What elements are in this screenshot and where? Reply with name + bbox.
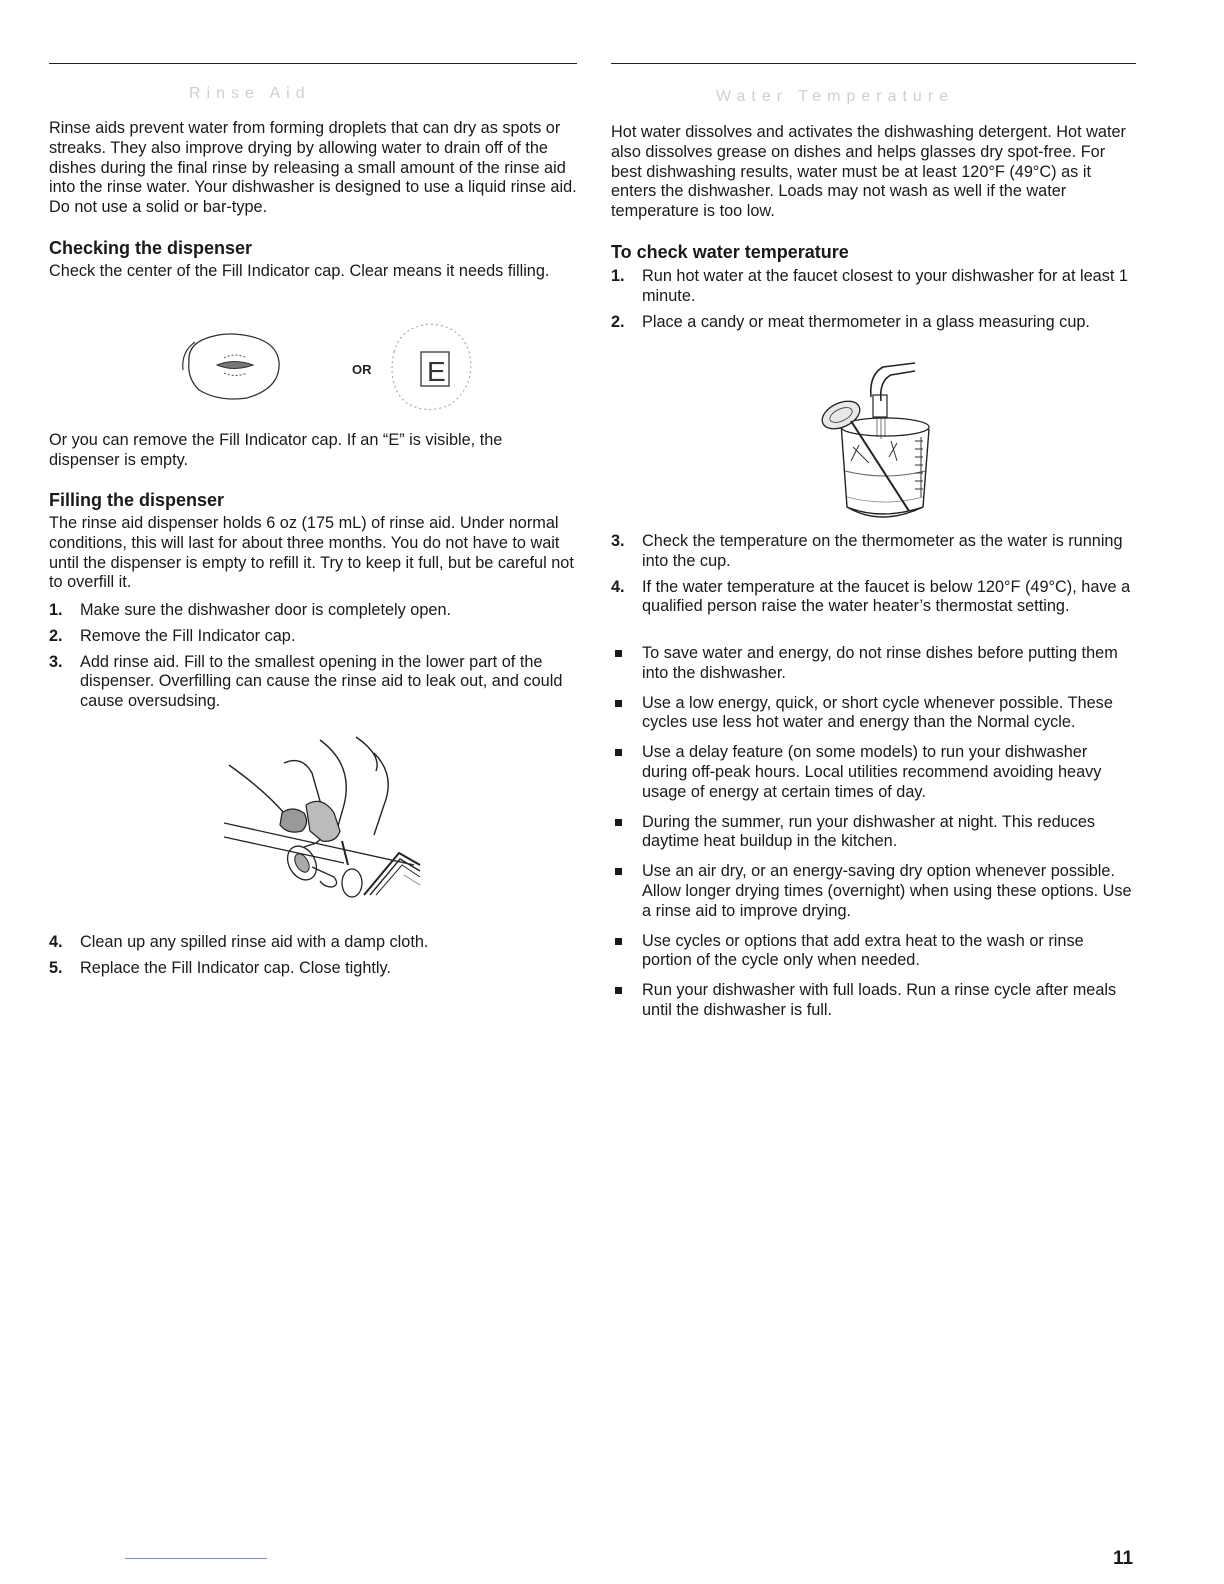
water-temperature-intro: Hot water dissolves and activates the dishwashing detergent. Hot water also dissolves grease on dishes and helps glasses dry spot-free. For best dishwashing results, water must be at least 120°F (49°C) as it enters the dishwasher. Loads may not wash as well if the water temperature is too low. bbox=[611, 123, 1126, 221]
filling-steps-list bbox=[49, 601, 577, 718]
check-temperature-heading: To check water temperature bbox=[611, 242, 849, 262]
list-item: Use a delay feature (on some models) to run your dishwasher during off-peak hours. Local utilities recommend avoiding heavy usage of energy at certain times of day. bbox=[611, 743, 1136, 802]
temperature-steps-list bbox=[611, 267, 1136, 338]
checking-text: Check the center of the Fill Indicator cap. Clear means it needs filling. bbox=[49, 262, 550, 280]
list-item: During the summer, run your dishwasher at night. This reduces daytime heat buildup in the kitchen. bbox=[611, 813, 1136, 853]
bullet-icon bbox=[615, 938, 622, 945]
right-header-rule bbox=[611, 63, 1136, 64]
list-item: 5. Replace the Fill Indicator cap. Close tightly. bbox=[49, 958, 391, 977]
list-item: 2. Place a candy or meat thermometer in a glass measuring cup. bbox=[611, 312, 1090, 331]
checking-heading: Checking the dispenser bbox=[49, 238, 253, 258]
list-item: Use an air dry, or an energy-saving dry option whenever possible. Allow longer drying times (overnight) when using these options. Use a rinse aid to improve drying. bbox=[611, 862, 1136, 921]
list-item: 3. Add rinse aid. Fill to the smallest opening in the lower part of the dispenser. Overfilling can cause the rinse aid to leak out, and could cause oversudsing. bbox=[49, 652, 563, 711]
fill-indicator-illustration bbox=[169, 312, 509, 420]
list-item: 3. Check the temperature on the thermometer as the water is running into the cup. bbox=[611, 532, 1123, 570]
right-faint-title: Water Temperature bbox=[716, 88, 955, 105]
energy-tips-list bbox=[611, 644, 1136, 1031]
footer-rule bbox=[125, 1558, 267, 1559]
filling-steps-list-continued bbox=[49, 933, 577, 985]
bullet-icon bbox=[615, 987, 622, 994]
bullet-icon bbox=[615, 700, 622, 707]
temperature-steps-list-continued bbox=[611, 532, 1136, 623]
page-number: 11 bbox=[1113, 1548, 1134, 1569]
thermometer-cup-illustration bbox=[811, 357, 941, 529]
left-header-rule bbox=[49, 63, 577, 64]
list-item: Run your dishwasher with full loads. Run a rinse cycle after meals until the dishwasher is full. bbox=[611, 981, 1136, 1021]
left-faint-title: Rinse Aid bbox=[189, 85, 311, 102]
list-item: 1. Make sure the dishwasher door is completely open. bbox=[49, 601, 452, 619]
list-item: Use a low energy, quick, or short cycle whenever possible. These cycles use less hot water and energy than the Normal cycle. bbox=[611, 694, 1136, 734]
remove-cap-text: Or you can remove the Fill Indicator cap. If an “E” is visible, the dispenser is empty. bbox=[49, 431, 503, 469]
bullet-icon bbox=[615, 650, 622, 657]
filling-text: The rinse aid dispenser holds 6 oz (175 mL) of rinse aid. Under normal conditions, this will last for about three months. You do not have to wait until the dispenser is empty to refill it. Try to keep it full, but be careful not to overfill it. bbox=[49, 514, 574, 592]
bullet-icon bbox=[615, 868, 622, 875]
bullet-icon bbox=[615, 749, 622, 756]
filling-heading: Filling the dispenser bbox=[49, 490, 225, 510]
list-item: 2. Remove the Fill Indicator cap. bbox=[49, 626, 296, 645]
rinse-aid-intro: Rinse aids prevent water from forming droplets that can dry as spots or streaks. They also improve drying by allowing water to drain off of the dishes during the final rinse by releasing a small amount of the rinse aid into the rinse water. Your dishwasher is designed to use a liquid rinse aid. Do not use a solid or bar-type. bbox=[49, 119, 577, 217]
e-label: E bbox=[427, 356, 446, 387]
empty-cap-icon bbox=[392, 324, 471, 410]
bullet-icon bbox=[615, 819, 622, 826]
list-item: To save water and energy, do not rinse dishes before putting them into the dishwasher. bbox=[611, 644, 1136, 684]
list-item: 1. Run hot water at the faucet closest to your dishwasher for at least 1 minute. bbox=[611, 267, 1128, 305]
list-item: 4. If the water temperature at the faucet is below 120°F (49°C), have a qualified person raise the water heater’s thermostat setting. bbox=[611, 577, 1131, 616]
pouring-rinse-aid-illustration bbox=[224, 735, 424, 900]
list-item: 4. Clean up any spilled rinse aid with a damp cloth. bbox=[49, 933, 429, 951]
list-item: Use cycles or options that add extra heat to the wash or rinse portion of the cycle only when needed. bbox=[611, 932, 1136, 972]
or-label: OR bbox=[352, 362, 372, 377]
clear-cap-icon bbox=[183, 334, 279, 399]
